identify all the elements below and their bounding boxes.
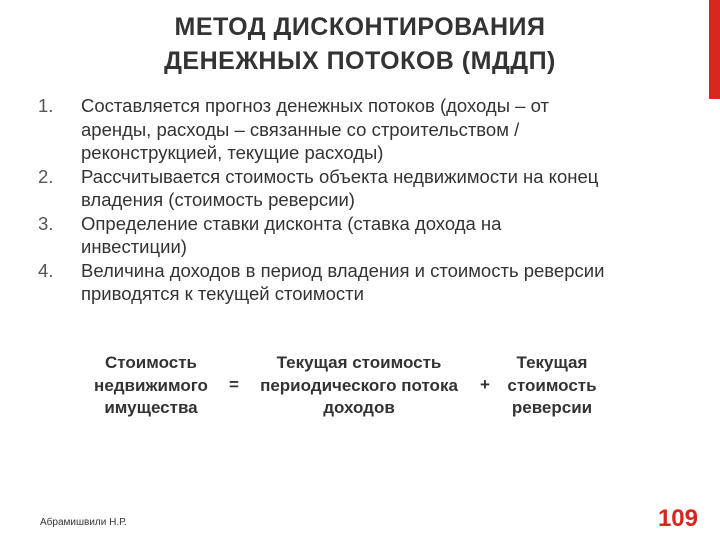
list-item bbox=[38, 94, 678, 165]
slide-title bbox=[90, 10, 630, 78]
accent-bar bbox=[709, 0, 720, 99]
list-item bbox=[38, 165, 678, 212]
formula-text: реверсии bbox=[511, 398, 593, 417]
page-number: 109 bbox=[657, 505, 698, 532]
step-number: 4. bbox=[38, 259, 54, 281]
formula-text: Стоимость bbox=[105, 353, 197, 372]
step-number: 3. bbox=[38, 212, 54, 234]
step-line: Определение ставки дисконта (ставка дохода на bbox=[81, 212, 502, 234]
step-line: инвестиции) bbox=[81, 236, 187, 257]
formula-text: имущества bbox=[104, 398, 198, 417]
step-number: 1. bbox=[38, 95, 54, 116]
formula-text: Текущая bbox=[516, 353, 588, 372]
formula-text: стоимость bbox=[507, 375, 597, 395]
formula-text: периодического потока bbox=[260, 375, 458, 395]
formula-left-term bbox=[92, 352, 210, 420]
formula-text: недвижимого bbox=[94, 375, 208, 395]
list-item bbox=[38, 259, 678, 306]
step-line: реконструкцией, текущие расходы) bbox=[81, 142, 384, 163]
formula-text: доходов bbox=[323, 398, 395, 417]
formula-middle-term bbox=[254, 352, 464, 420]
step-number: 2. bbox=[38, 165, 54, 187]
title-line: ДЕНЕЖНЫХ ПОТОКОВ (МДДП) bbox=[164, 47, 556, 75]
title-line: МЕТОД ДИСКОНТИРОВАНИЯ bbox=[174, 13, 546, 41]
step-line: приводятся к текущей стоимости bbox=[81, 283, 364, 304]
step-line: Величина доходов в период владения и стоимость реверсии bbox=[81, 259, 605, 281]
list-item bbox=[38, 212, 678, 259]
valuation-formula bbox=[84, 352, 624, 427]
step-line: аренды, расходы – связанные со строительством / bbox=[81, 118, 520, 140]
equals-sign: = bbox=[229, 375, 239, 394]
plus-sign: + bbox=[480, 375, 490, 394]
formula-right-term bbox=[502, 352, 602, 420]
formula-text: Текущая стоимость bbox=[276, 353, 442, 372]
step-line: Составляется прогноз денежных потоков (доходы – от bbox=[81, 95, 549, 116]
step-line: Рассчитывается стоимость объекта недвижимости на конец bbox=[81, 165, 599, 187]
step-line: владения (стоимость реверсии) bbox=[81, 189, 355, 210]
author-credit: Абрамишвили Н.Р. bbox=[40, 517, 127, 528]
steps-list bbox=[38, 94, 678, 306]
